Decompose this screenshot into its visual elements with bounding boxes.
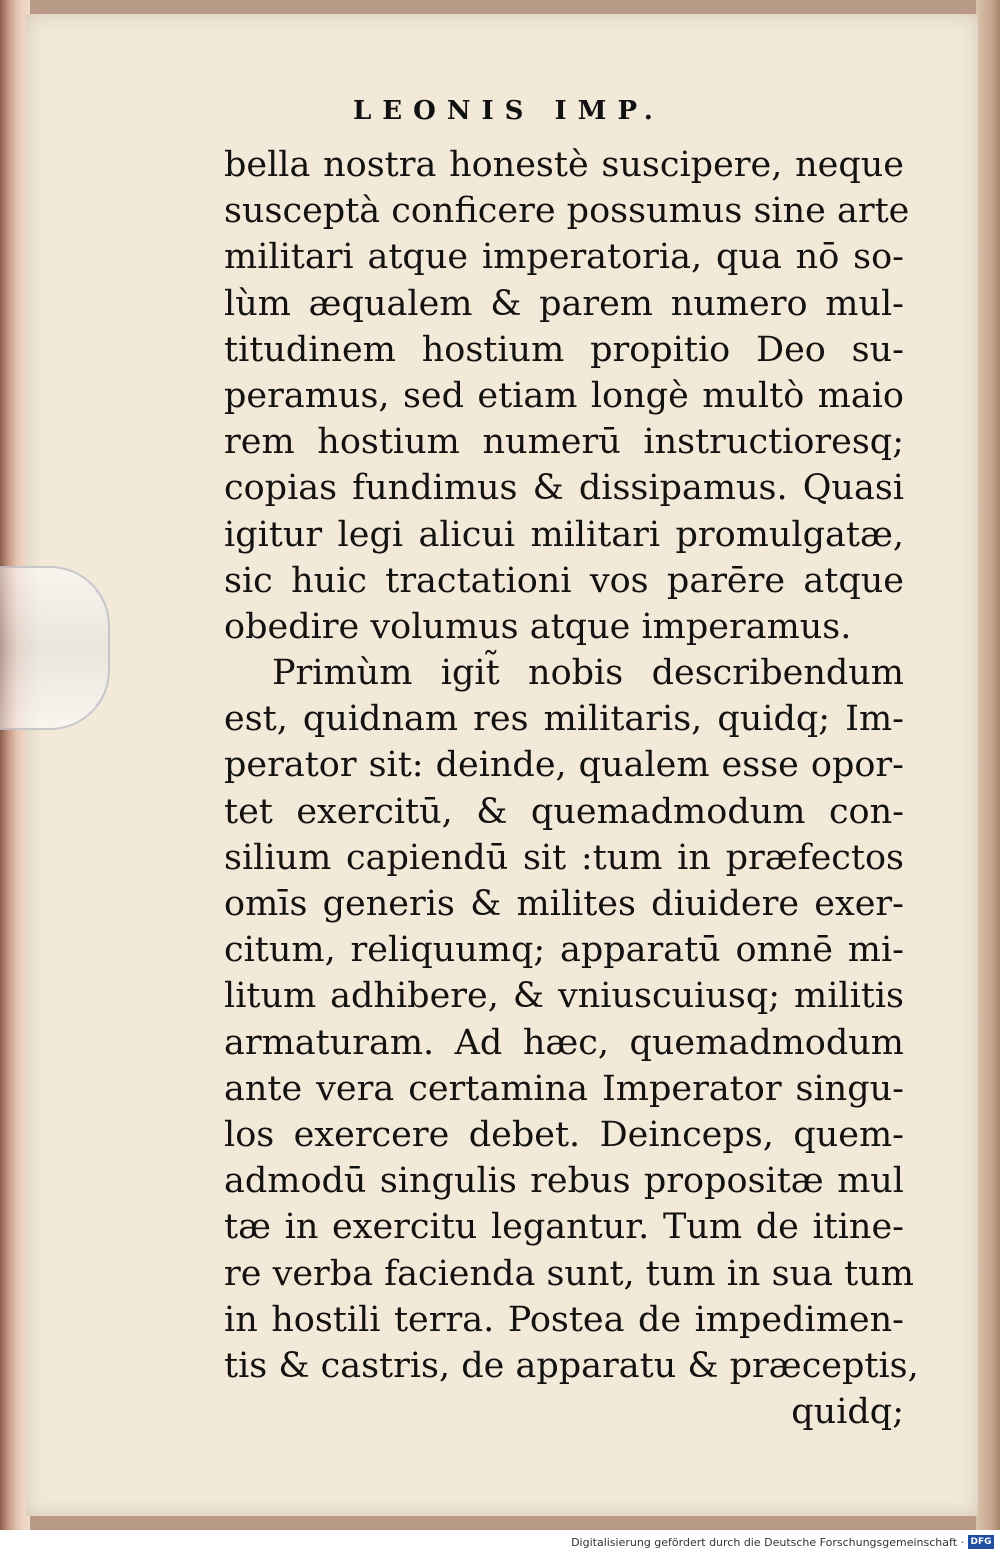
text-line: militari atque imperatoria, qua nō so- [224, 237, 904, 278]
text-line: armaturam. Ad hæc, quemadmodum [224, 1022, 904, 1063]
text-line: perator sit: deinde, qualem esse opor- [224, 745, 904, 786]
text-line: ante vera certamina Imperator singu- [224, 1068, 904, 1109]
text-line: in hostili terra. Postea de impedimen- [224, 1299, 904, 1340]
text-line: omīs generis & milites diuidere exer- [224, 884, 904, 924]
text-line: los exercere debet. Deinceps, quem- [224, 1114, 904, 1155]
text-line: igitur legi alicui militari promulgatæ, [224, 514, 904, 555]
text-line: rem hostium numerū instructioresq; [224, 422, 904, 463]
text-line: lùm æqualem & parem numero mul- [224, 283, 904, 324]
text-line: copias fundimus & dissipamus. Quasi [224, 468, 904, 509]
text-line: bella nostra honestè suscipere, neque [224, 145, 904, 185]
text-line: tis & castris, de apparatu & præceptis, [224, 1345, 919, 1386]
text-line: tæ in exercitu legantur. Tum de itine- [224, 1207, 904, 1248]
text-block [224, 142, 919, 1435]
text-line: obedire volumus atque imperamus. [224, 606, 852, 647]
page-clip [0, 566, 110, 730]
text-line: titudinem hostium propitio Deo su- [224, 329, 904, 370]
page-right-edge [976, 0, 1000, 1530]
text-line: peramus, sed etiam longè multò maio [224, 375, 904, 416]
text-line: Primùm igit̃ nobis describendum [272, 653, 904, 694]
digitization-credit: Digitalisierung gefördert durch die Deutsche Forschungsgemeinschaft · [571, 1536, 964, 1549]
text-line: re verba facienda sunt, tum in sua tum [224, 1253, 914, 1294]
text-line: citum, reliquumq; apparatū omnē mi- [224, 930, 904, 971]
text-line: admodū singulis rebus propositæ mul [224, 1161, 904, 1202]
dfg-logo: DFG [968, 1535, 994, 1549]
text-line: sic huic tractationi vos parēre atque [224, 560, 904, 601]
text-line: litum adhibere, & vniuscuiusq; militis [224, 976, 904, 1017]
text-line: est, quidnam res militaris, quidq; Im- [224, 699, 904, 740]
text-line: susceptà conficere possumus sine arte [224, 191, 910, 232]
text-line: silium capiendū sit :tum in præfectos [224, 837, 904, 878]
running-head: LEONIS IMP. [353, 96, 664, 126]
text-line: tet exercitū, & quemadmodum con- [224, 791, 904, 832]
catchword: quidq; [791, 1392, 904, 1433]
